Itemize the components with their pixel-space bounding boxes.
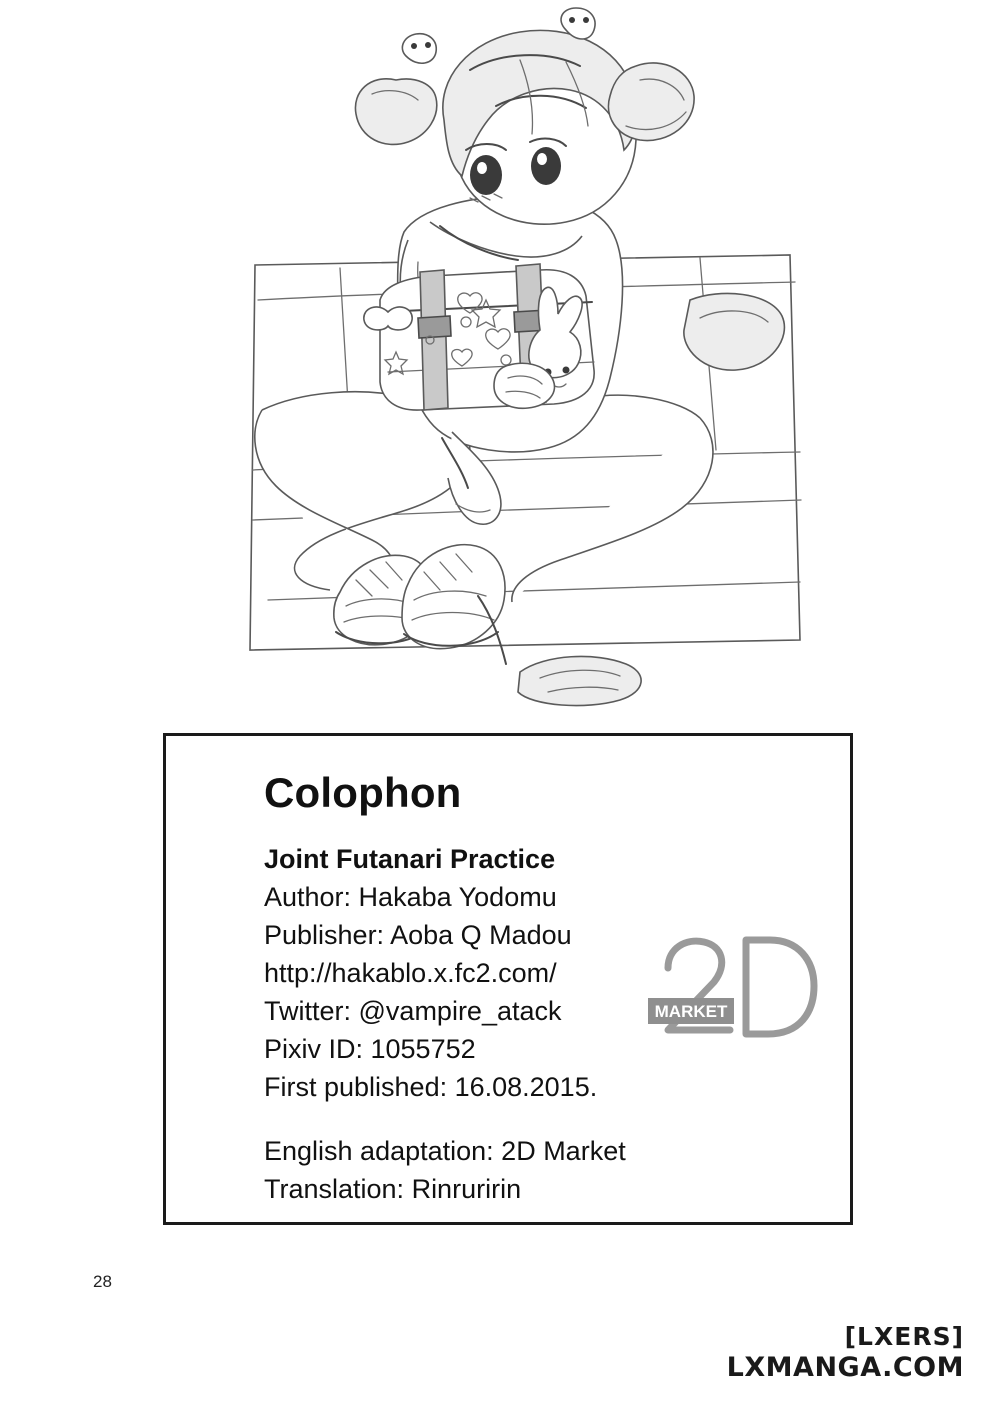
- colophon-website: http://hakablo.x.fc2.com/: [264, 958, 557, 989]
- 2d-market-logo-graphic: [642, 924, 822, 1054]
- colophon-publisher: Publisher: Aoba Q Madou: [264, 920, 572, 951]
- colophon-heading: Colophon: [264, 769, 462, 816]
- page-number: 28: [93, 1272, 112, 1291]
- colophon-author: Author: Hakaba Yodomu: [264, 882, 557, 913]
- figure-head: [355, 8, 694, 224]
- school-bag: [364, 264, 594, 410]
- colophon-spacer: [264, 1106, 850, 1132]
- colophon-work-title: Joint Futanari Practice: [264, 844, 556, 875]
- watermark-site-url: LXMANGA.COM: [726, 1352, 964, 1383]
- colophon-content: [166, 736, 850, 1222]
- colophon-translation: Translation: Rinruririn: [264, 1174, 522, 1205]
- 2d-market-logo: [642, 924, 822, 1054]
- colophon-pixiv-id: Pixiv ID: 1055752: [264, 1034, 476, 1065]
- watermark: [727, 1322, 964, 1384]
- watermark-group-tag: [LXERS]: [844, 1322, 964, 1351]
- colophon-box: [163, 733, 853, 1225]
- market-banner: [648, 998, 734, 1024]
- colophon-english-adaptation: English adaptation: 2D Market: [264, 1136, 626, 1167]
- colophon-first-published: First published: 16.08.2015.: [264, 1072, 598, 1103]
- market-banner-text: MARKET: [654, 1002, 728, 1021]
- colophon-twitter: Twitter: @vampire_atack: [264, 996, 562, 1027]
